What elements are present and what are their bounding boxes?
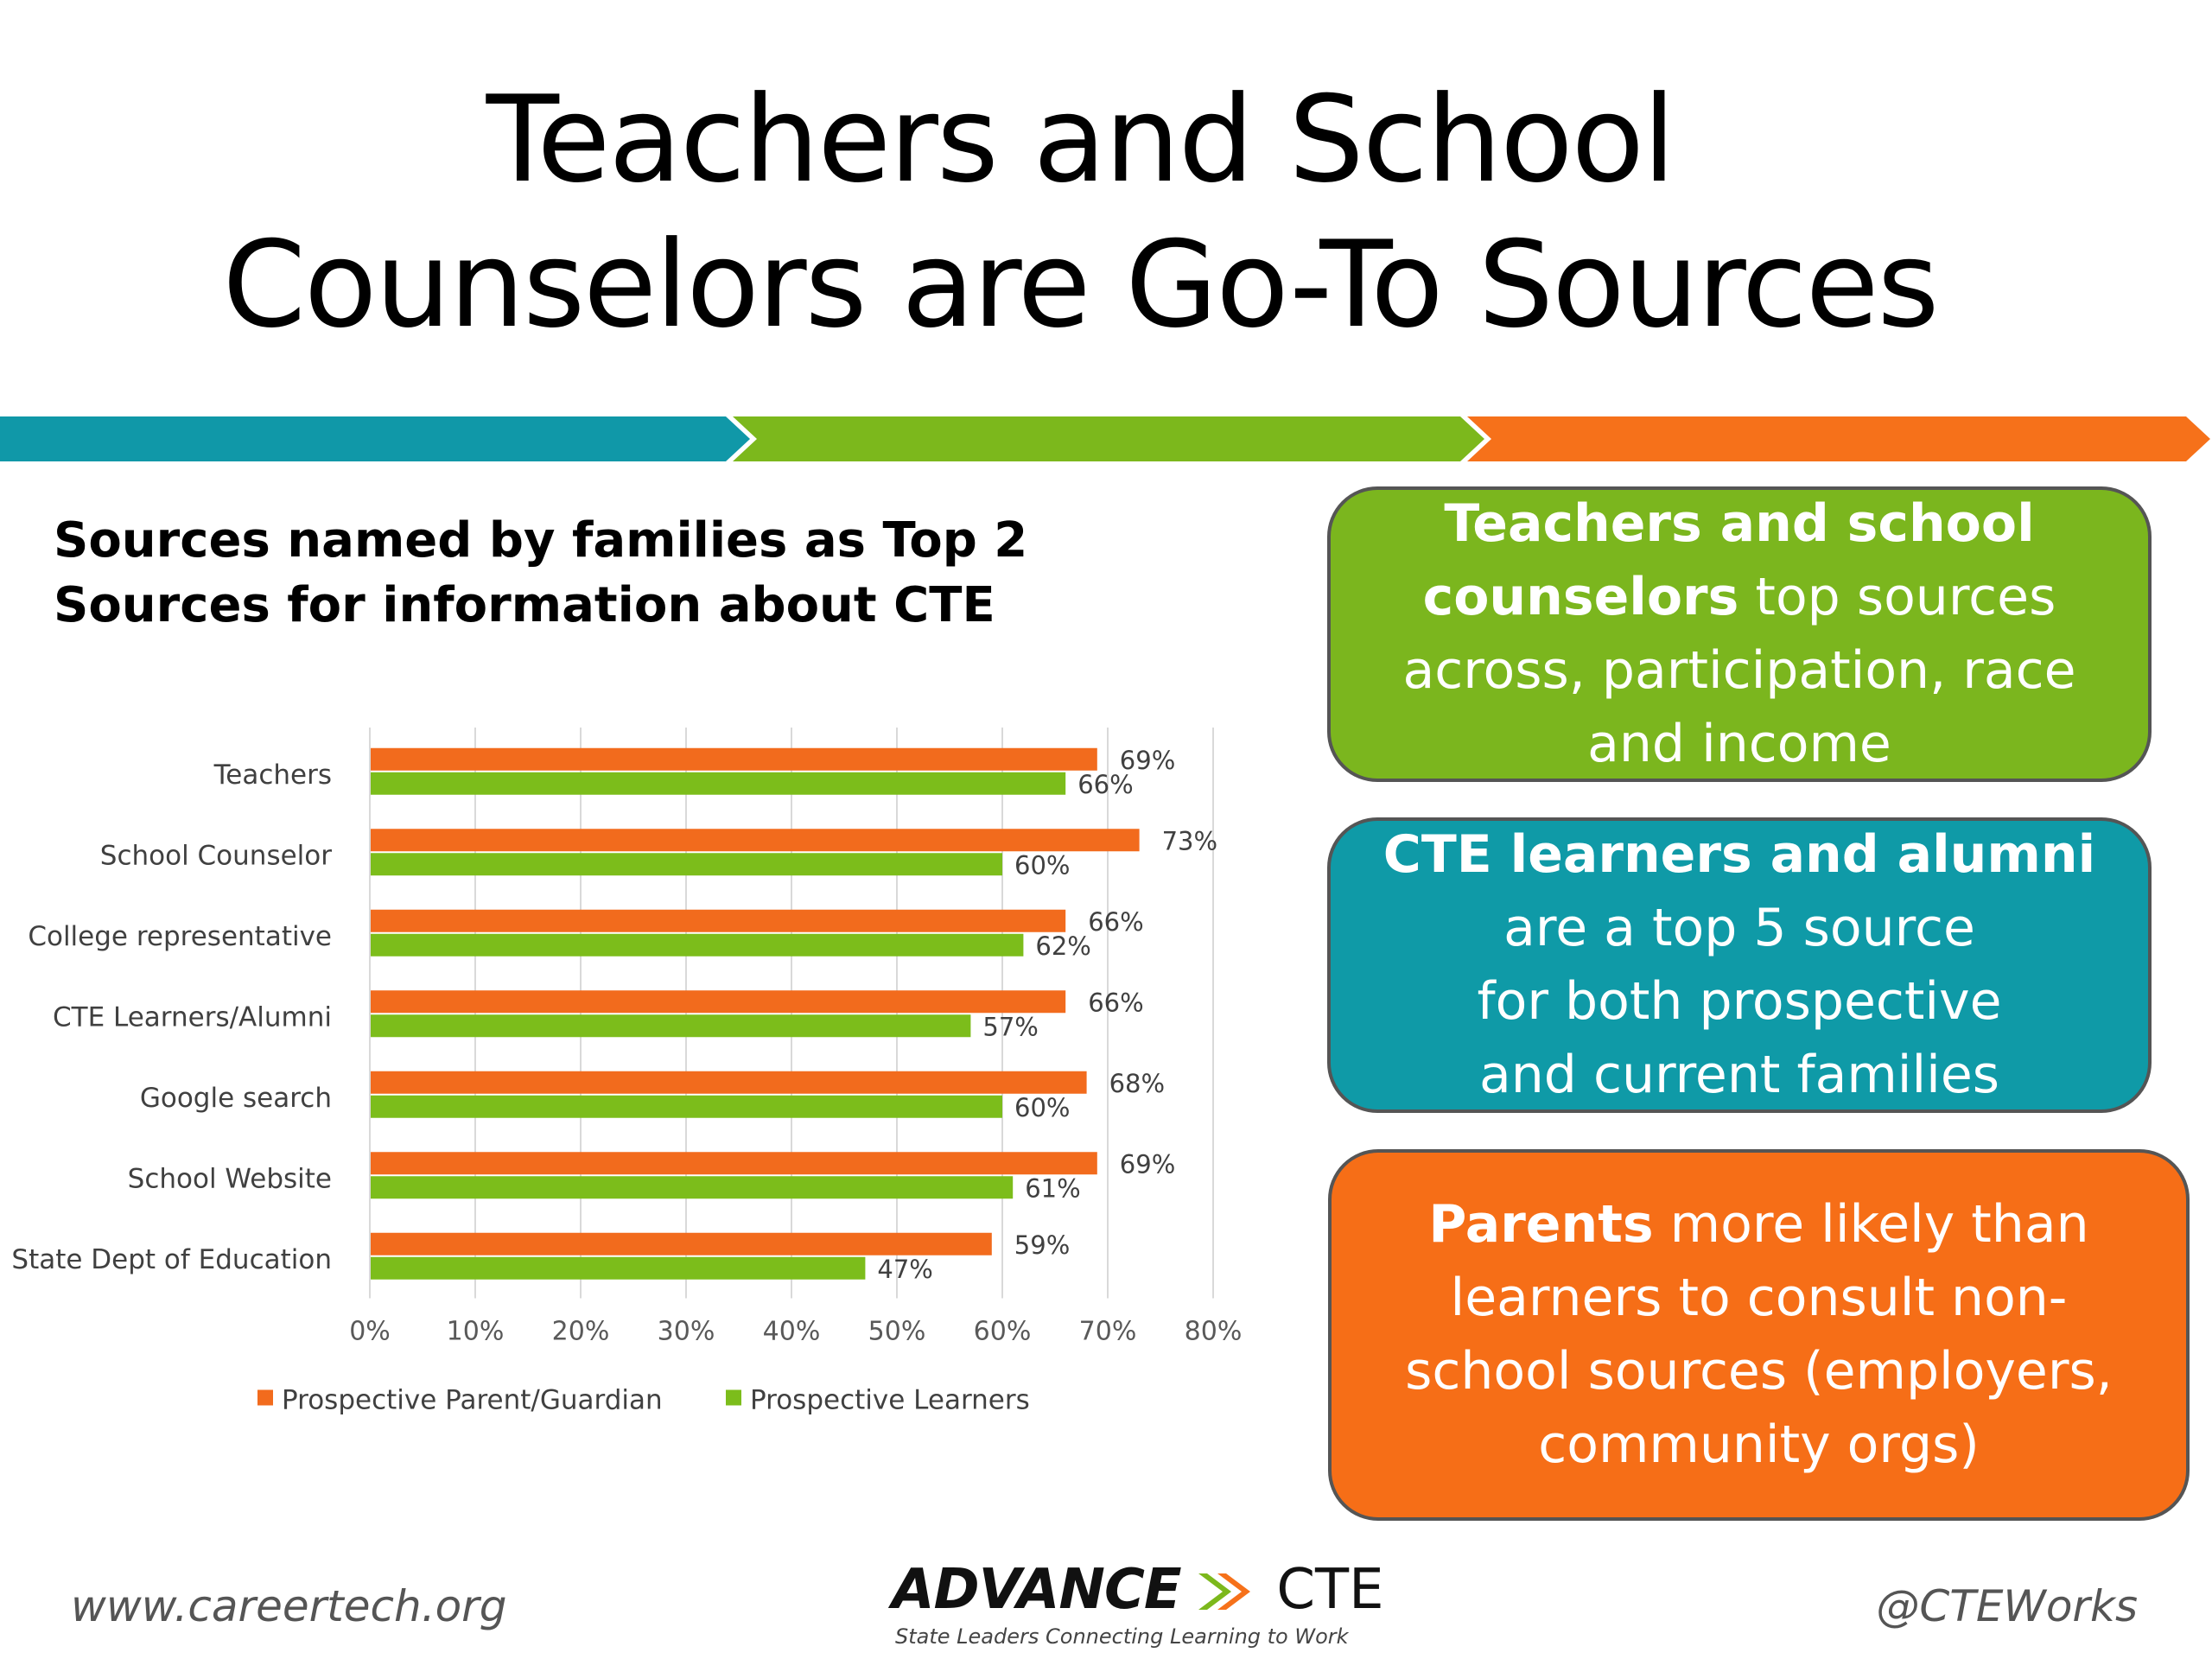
bar-parent bbox=[370, 1152, 1097, 1174]
x-tick-label: 40% bbox=[762, 1316, 821, 1347]
data-label: 60% bbox=[1014, 850, 1071, 880]
bar-learner bbox=[370, 1014, 970, 1037]
bar-parent bbox=[370, 748, 1097, 771]
x-tick-label: 80% bbox=[1184, 1316, 1243, 1347]
data-label: 66% bbox=[1088, 906, 1144, 937]
x-tick-label: 70% bbox=[1078, 1316, 1137, 1347]
footer-twitter-handle[interactable]: @CTEWorks bbox=[1876, 1581, 2138, 1631]
color-divider-bar bbox=[0, 413, 2212, 465]
bar-parent bbox=[370, 1233, 992, 1255]
logo-cte-text: CTE bbox=[1276, 1558, 1384, 1622]
logo-tagline: State Leaders Connecting Learning to Work bbox=[895, 1624, 1349, 1649]
footer-url[interactable]: www.careertech.org bbox=[71, 1581, 507, 1631]
advance-cte-logo bbox=[892, 1555, 1384, 1649]
data-label: 47% bbox=[877, 1254, 933, 1284]
bar-parent bbox=[370, 990, 1065, 1013]
x-tick-label: 0% bbox=[349, 1316, 391, 1347]
x-tick-label: 10% bbox=[446, 1316, 505, 1347]
callout2-bold-line1: CTE learners and alumni bbox=[1382, 824, 2096, 885]
data-label: 66% bbox=[1077, 769, 1134, 799]
category-label: CTE Learners/Alumni bbox=[52, 1001, 332, 1033]
bar-learner bbox=[370, 1176, 1013, 1198]
callout3-text-line3: school sources (employers, bbox=[1405, 1341, 2113, 1402]
category-label: State Dept of Education bbox=[11, 1243, 332, 1275]
x-tick-label: 30% bbox=[657, 1316, 715, 1347]
bar-parent bbox=[370, 1071, 1087, 1094]
callout1-text-line3: across, participation, race bbox=[1402, 640, 2076, 701]
legend-label: Prospective Parent/Guardian bbox=[282, 1384, 663, 1416]
callout3-text-line2: learners to consult non- bbox=[1450, 1268, 2068, 1328]
data-label: 62% bbox=[1035, 931, 1091, 961]
divider-segment-teal bbox=[0, 416, 750, 461]
callout2-text-line2: are a top 5 source bbox=[1503, 898, 1975, 958]
category-label: School Counselor bbox=[99, 840, 332, 872]
slide-title bbox=[0, 67, 2160, 358]
callout3-text-line4: community orgs) bbox=[1538, 1414, 1980, 1475]
chart-heading-line2: Sources for information about CTE bbox=[54, 577, 995, 633]
bar-chart bbox=[0, 709, 1279, 1434]
callout1-bold-line2: counselors bbox=[1422, 567, 1739, 627]
x-tick-label: 60% bbox=[973, 1316, 1032, 1347]
data-label: 66% bbox=[1088, 988, 1144, 1018]
bar-learner bbox=[370, 853, 1002, 875]
bar-parent bbox=[370, 829, 1140, 851]
data-label: 69% bbox=[1119, 745, 1176, 775]
category-label: College representative bbox=[28, 920, 332, 952]
divider-segment-green bbox=[733, 416, 1484, 461]
chart-heading-line1: Sources named by families as Top 2 bbox=[54, 512, 1028, 569]
data-label: 69% bbox=[1119, 1149, 1176, 1179]
data-label: 61% bbox=[1025, 1173, 1081, 1204]
callout3-text-line1: more likely than bbox=[1653, 1194, 2089, 1255]
data-label: 68% bbox=[1109, 1068, 1166, 1098]
bar-learner bbox=[370, 1096, 1002, 1118]
callout1-text-line2: top sources bbox=[1738, 567, 2056, 627]
bar-learner bbox=[370, 772, 1065, 795]
category-label: School Website bbox=[127, 1163, 332, 1195]
bar-parent bbox=[370, 910, 1065, 932]
divider-segment-orange bbox=[1467, 416, 2210, 461]
data-label: 57% bbox=[982, 1012, 1039, 1042]
data-label: 60% bbox=[1014, 1092, 1071, 1122]
x-tick-label: 20% bbox=[551, 1316, 610, 1347]
slide-title-line2: Counselors are Go-To Sources bbox=[222, 215, 1938, 354]
callout1-bold-line1: Teachers and school bbox=[1444, 493, 2035, 554]
logo-advance-text: ADVANCE bbox=[892, 1558, 1181, 1622]
callout-parents bbox=[1328, 1149, 2190, 1521]
callout-teachers-counselors bbox=[1327, 486, 2152, 782]
data-label: 59% bbox=[1014, 1230, 1071, 1260]
callout2-text-line3: for both prospective bbox=[1477, 971, 2002, 1032]
bar-learner bbox=[370, 1257, 865, 1280]
slide-title-line1: Teachers and School bbox=[486, 70, 1675, 209]
legend-swatch bbox=[257, 1390, 273, 1406]
legend-swatch bbox=[726, 1390, 741, 1406]
category-label: Google search bbox=[139, 1082, 332, 1114]
x-tick-label: 50% bbox=[868, 1316, 926, 1347]
data-label: 73% bbox=[1161, 826, 1218, 856]
callout-cte-learners bbox=[1327, 817, 2152, 1113]
bar-learner bbox=[370, 934, 1023, 957]
callout3-bold-line1: Parents bbox=[1428, 1194, 1654, 1255]
callout2-text-line4: and current families bbox=[1479, 1045, 1999, 1105]
logo-arrow-icon bbox=[1198, 1570, 1259, 1613]
chart-heading bbox=[54, 508, 1027, 638]
category-label: Teachers bbox=[213, 759, 332, 791]
legend-label: Prospective Learners bbox=[750, 1384, 1030, 1416]
callout1-text-line4: and income bbox=[1587, 714, 1891, 774]
